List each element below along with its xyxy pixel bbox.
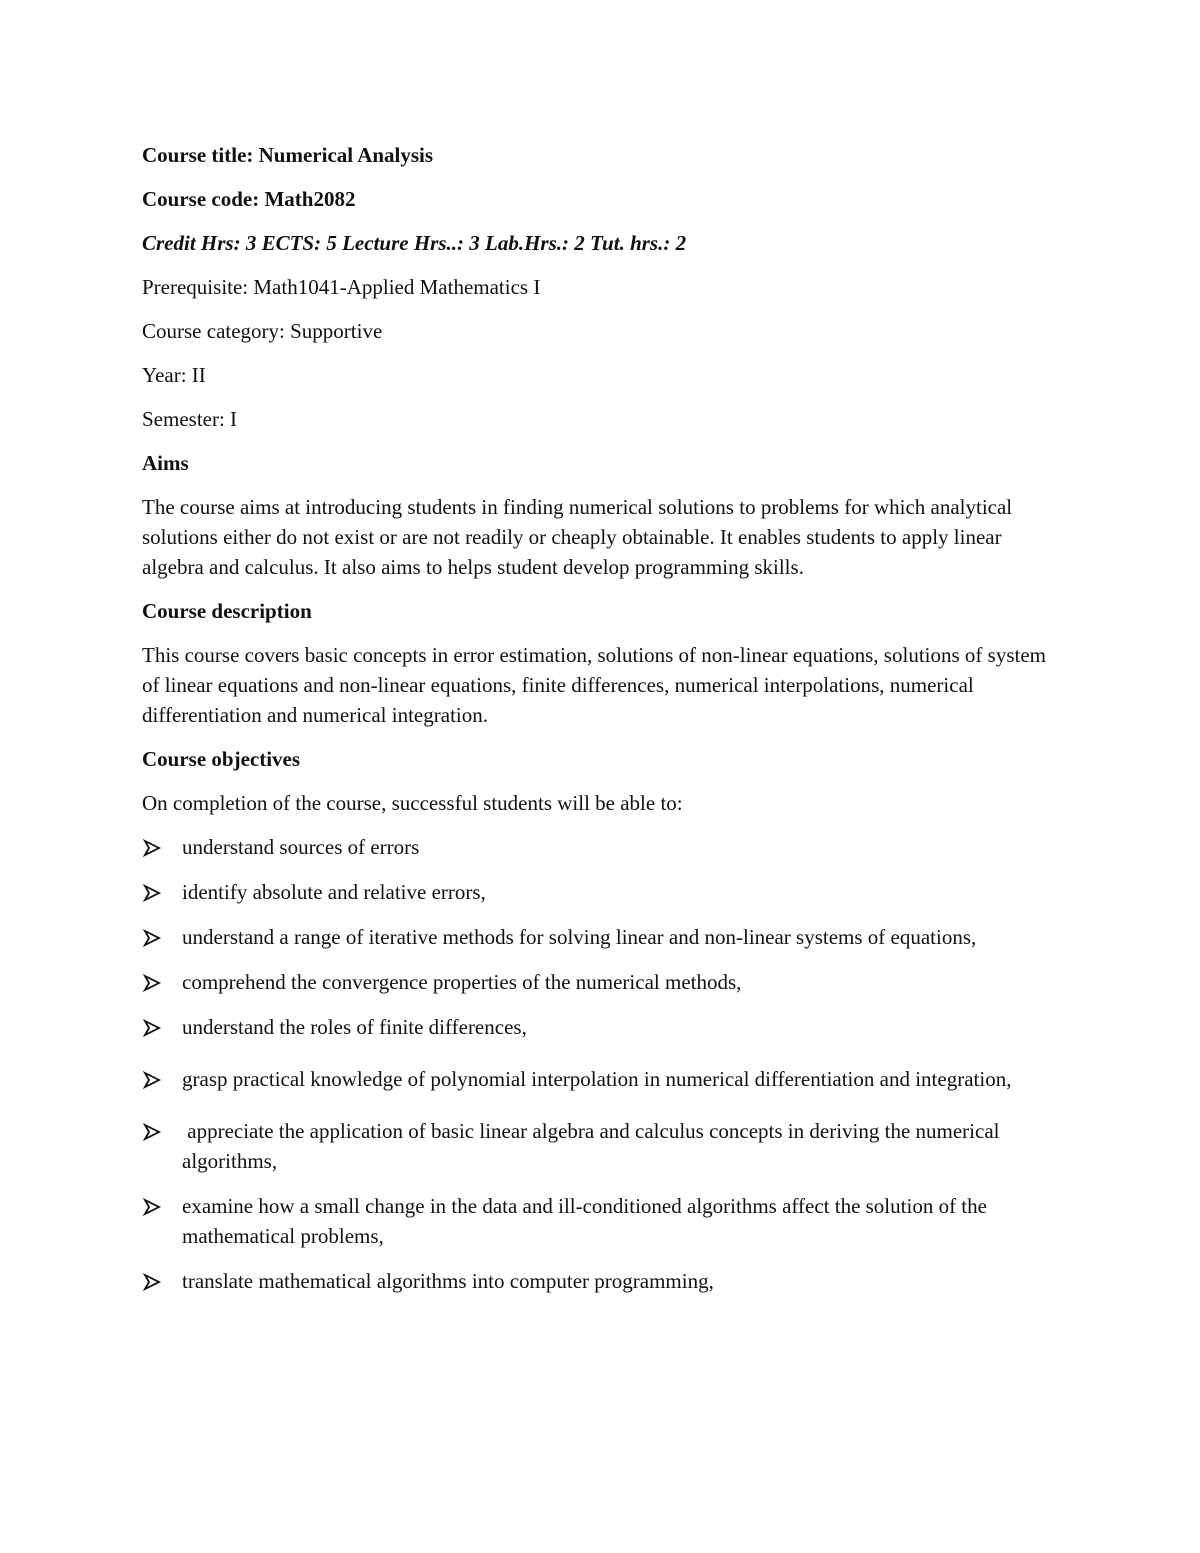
arrowhead-bullet-icon bbox=[142, 967, 162, 997]
arrowhead-bullet-icon bbox=[142, 1064, 162, 1094]
objective-text: understand the roles of finite differences, bbox=[182, 1015, 527, 1039]
objective-text: examine how a small change in the data and ill-conditioned algorithms affect the solution of the mathematical problems, bbox=[182, 1194, 987, 1248]
list-item bbox=[142, 922, 982, 952]
objective-text: grasp practical knowledge of polynomial interpolation in numerical differentiation and integration, bbox=[182, 1067, 1012, 1091]
list-item bbox=[142, 1266, 1072, 1296]
course-title: Course title: Numerical Analysis bbox=[142, 143, 434, 167]
arrowhead-bullet-icon bbox=[142, 877, 162, 907]
objectives-list bbox=[142, 832, 1072, 1296]
list-item bbox=[142, 877, 1072, 907]
list-item bbox=[142, 967, 1072, 997]
semester: Semester: I bbox=[142, 407, 238, 431]
credit-hours: Credit Hrs: 3 ECTS: 5 Lecture Hrs..: 3 Lab.Hrs.: 2 Tut. hrs.: 2 bbox=[142, 231, 687, 255]
list-item bbox=[142, 1057, 1022, 1101]
arrowhead-bullet-icon bbox=[142, 832, 162, 862]
objectives-intro: On completion of the course, successful students will be able to: bbox=[142, 791, 683, 815]
objective-text: comprehend the convergence properties of the numerical methods, bbox=[182, 970, 742, 994]
list-item bbox=[142, 832, 1072, 862]
objective-text: identify absolute and relative errors, bbox=[182, 880, 486, 904]
list-item bbox=[142, 1012, 1072, 1042]
objective-text: understand a range of iterative methods for solving linear and non-linear systems of equations, bbox=[182, 925, 977, 949]
course-category: Course category: Supportive bbox=[142, 319, 383, 343]
description-heading: Course description bbox=[142, 599, 312, 623]
document-page bbox=[142, 140, 1072, 1311]
objective-text: translate mathematical algorithms into computer programming, bbox=[182, 1269, 714, 1293]
list-item bbox=[142, 1191, 1067, 1251]
description-text: This course covers basic concepts in error estimation, solutions of non-linear equations, solutions of system of linear equations and non-linear equations, finite differences, numerical interpolations, numerical differentiation and numerical integration. bbox=[142, 643, 1046, 727]
objectives-heading: Course objectives bbox=[142, 747, 301, 771]
arrowhead-bullet-icon bbox=[142, 1191, 162, 1221]
objective-text: understand sources of errors bbox=[182, 835, 420, 859]
prerequisite: Prerequisite: Math1041-Applied Mathematics I bbox=[142, 275, 541, 299]
arrowhead-bullet-icon bbox=[142, 1012, 162, 1042]
arrowhead-bullet-icon bbox=[142, 922, 162, 952]
year: Year: II bbox=[142, 363, 206, 387]
list-item bbox=[142, 1116, 1012, 1176]
arrowhead-bullet-icon bbox=[142, 1266, 162, 1296]
course-code: Course code: Math2082 bbox=[142, 187, 356, 211]
aims-text: The course aims at introducing students in finding numerical solutions to problems for which analytical solutions either do not exist or are not readily or cheaply obtainable. It enables students to apply linear algebra and calculus. It also aims to helps student develop programming skills. bbox=[142, 495, 1013, 579]
objective-text: appreciate the application of basic linear algebra and calculus concepts in deriving the numerical algorithms, bbox=[182, 1119, 1005, 1173]
aims-heading: Aims bbox=[142, 451, 189, 475]
arrowhead-bullet-icon bbox=[142, 1116, 162, 1146]
